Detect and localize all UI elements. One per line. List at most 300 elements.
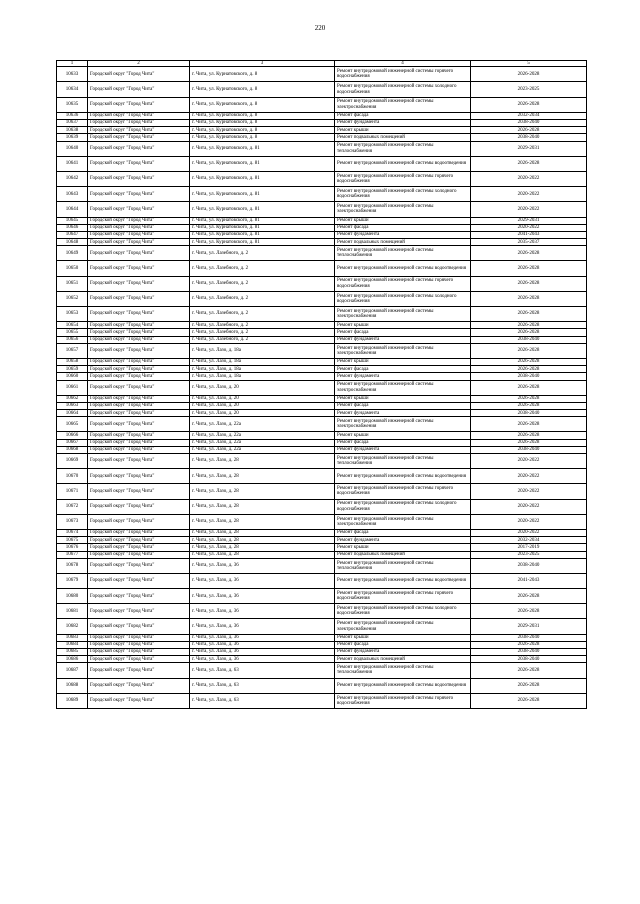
table-row xyxy=(57,439,587,446)
address-cell: г. Чита, ул. Курнатовского, д. 81 xyxy=(190,202,335,217)
work-type-cell: Ремонт внутридомовой инженерной системы теплоснабжения xyxy=(335,141,471,156)
row-number-cell: 10678 xyxy=(57,558,88,573)
table-row xyxy=(57,322,587,329)
table-row xyxy=(57,307,587,322)
work-type-cell: Ремонт внутридомовой инженерной системы холодного водоснабжения xyxy=(335,499,471,514)
work-type-cell: Ремонт крыши xyxy=(335,634,471,641)
row-number-cell: 10655 xyxy=(57,329,88,336)
work-type-cell: Ремонт фасада xyxy=(335,224,471,231)
address-cell: г. Чита, ул. Лазо, д. 28 xyxy=(190,537,335,544)
row-number-cell: 10666 xyxy=(57,432,88,439)
row-number-cell: 10681 xyxy=(57,604,88,619)
row-number-cell: 10682 xyxy=(57,619,88,634)
row-number-cell: 10654 xyxy=(57,322,88,329)
work-type-cell: Ремонт фундамента xyxy=(335,336,471,343)
work-type-cell: Ремонт внутридомовой инженерной системы водоотведения xyxy=(335,573,471,588)
address-cell: г. Чита, ул. Лазебного, д. 2 xyxy=(190,329,335,336)
address-cell: г. Чита, ул. Лазо, д. 28 xyxy=(190,499,335,514)
table-row xyxy=(57,678,587,693)
period-cell: 2026-2028 xyxy=(471,307,587,322)
table-row xyxy=(57,634,587,641)
municipality-cell: Городской округ "Город Чита" xyxy=(88,619,190,634)
work-type-cell: Ремонт подвальных помещений xyxy=(335,656,471,663)
row-number-cell: 10671 xyxy=(57,484,88,499)
municipality-cell: Городской округ "Город Чита" xyxy=(88,156,190,171)
period-cell: 2041-2043 xyxy=(471,231,587,238)
work-type-cell: Ремонт внутридомовой инженерной системы электроснабжения xyxy=(335,417,471,432)
row-number-cell: 10677 xyxy=(57,551,88,558)
work-type-cell: Ремонт внутридомовой инженерной системы электроснабжения xyxy=(335,307,471,322)
table-row xyxy=(57,336,587,343)
period-cell: 2026-2028 xyxy=(471,402,587,409)
work-type-cell: Ремонт крыши xyxy=(335,544,471,551)
municipality-cell: Городской округ "Город Чита" xyxy=(88,231,190,238)
row-number-cell: 10633 xyxy=(57,67,88,82)
table-row xyxy=(57,573,587,588)
address-cell: г. Чита, ул. Лазо, д. 36 xyxy=(190,634,335,641)
address-cell: г. Чита, ул. Лазо, д. 36 xyxy=(190,604,335,619)
work-type-cell: Ремонт внутридомовой инженерной системы электроснабжения xyxy=(335,343,471,358)
row-number-cell: 10648 xyxy=(57,239,88,246)
address-cell: г. Чита, ул. Курнатовского, д. 81 xyxy=(190,141,335,156)
period-cell: 2020-2022 xyxy=(471,499,587,514)
period-cell: 2038-2040 xyxy=(471,649,587,656)
work-type-cell: Ремонт фундамента xyxy=(335,231,471,238)
municipality-cell: Городской округ "Город Чита" xyxy=(88,276,190,291)
work-type-cell: Ремонт внутридомовой инженерной системы холодного водоснабжения xyxy=(335,187,471,202)
work-type-cell: Ремонт внутридомовой инженерной системы теплоснабжения xyxy=(335,558,471,573)
column-header-1: 1 xyxy=(57,61,88,67)
table-row xyxy=(57,558,587,573)
municipality-cell: Городской округ "Город Чита" xyxy=(88,134,190,141)
work-type-cell: Ремонт внутридомовой инженерной системы электроснабжения xyxy=(335,619,471,634)
municipality-cell: Городской округ "Город Чита" xyxy=(88,343,190,358)
municipality-cell: Городской округ "Город Чита" xyxy=(88,656,190,663)
row-number-cell: 10636 xyxy=(57,112,88,119)
municipality-cell: Городской округ "Город Чита" xyxy=(88,663,190,678)
period-cell: 2026-2028 xyxy=(471,417,587,432)
municipality-cell: Городской округ "Город Чита" xyxy=(88,291,190,306)
period-cell: 2038-2040 xyxy=(471,558,587,573)
row-number-cell: 10679 xyxy=(57,573,88,588)
municipality-cell: Городской округ "Город Чита" xyxy=(88,329,190,336)
period-cell: 2038-2040 xyxy=(471,634,587,641)
address-cell: г. Чита, ул. Лазебного, д. 2 xyxy=(190,276,335,291)
row-number-cell: 10669 xyxy=(57,454,88,469)
row-number-cell: 10646 xyxy=(57,224,88,231)
table-row xyxy=(57,127,587,134)
period-cell: 2038-2040 xyxy=(471,446,587,453)
row-number-cell: 10651 xyxy=(57,276,88,291)
period-cell: 2020-2022 xyxy=(471,469,587,484)
table-row xyxy=(57,693,587,708)
municipality-cell: Городской округ "Город Чита" xyxy=(88,187,190,202)
table-row xyxy=(57,291,587,306)
row-number-cell: 10668 xyxy=(57,446,88,453)
row-number-cell: 10660 xyxy=(57,373,88,380)
period-cell: 2023-2025 xyxy=(471,551,587,558)
repair-schedule-table xyxy=(56,60,587,709)
address-cell: г. Чита, ул. Лазо, д. 20 xyxy=(190,402,335,409)
row-number-cell: 10673 xyxy=(57,514,88,529)
address-cell: г. Чита, ул. Лазо, д. 20 xyxy=(190,395,335,402)
row-number-cell: 10637 xyxy=(57,120,88,127)
municipality-cell: Городской округ "Город Чита" xyxy=(88,693,190,708)
address-cell: г. Чита, ул. Курнатовского, д. 81 xyxy=(190,231,335,238)
period-cell: 2038-2040 xyxy=(471,410,587,417)
address-cell: г. Чита, ул. Курнатовского, д. 81 xyxy=(190,217,335,224)
period-cell: 2020-2022 xyxy=(471,484,587,499)
column-header-5: 5 xyxy=(471,61,587,67)
address-cell: г. Чита, ул. Лазо, д. 18а xyxy=(190,373,335,380)
row-number-cell: 10665 xyxy=(57,417,88,432)
address-cell: г. Чита, ул. Лазо, д. 22а xyxy=(190,417,335,432)
municipality-cell: Городской округ "Город Чита" xyxy=(88,239,190,246)
table-body xyxy=(57,67,587,709)
row-number-cell: 10656 xyxy=(57,336,88,343)
address-cell: г. Чита, ул. Лазо, д. 36 xyxy=(190,641,335,648)
address-cell: г. Чита, ул. Лазо, д. 28 xyxy=(190,469,335,484)
address-cell: г. Чита, ул. Лазо, д. 28 xyxy=(190,514,335,529)
table-row xyxy=(57,246,587,261)
address-cell: г. Чита, ул. Курнатовского, д. 8 xyxy=(190,134,335,141)
row-number-cell: 10687 xyxy=(57,663,88,678)
address-cell: г. Чита, ул. Лазо, д. 18а xyxy=(190,358,335,365)
address-cell: г. Чита, ул. Лазо, д. 36 xyxy=(190,558,335,573)
table-row xyxy=(57,224,587,231)
period-cell: 2026-2028 xyxy=(471,291,587,306)
municipality-cell: Городской округ "Город Чита" xyxy=(88,336,190,343)
address-cell: г. Чита, ул. Лазо, д. 63 xyxy=(190,693,335,708)
work-type-cell: Ремонт крыши xyxy=(335,217,471,224)
municipality-cell: Городской округ "Город Чита" xyxy=(88,67,190,82)
row-number-cell: 10642 xyxy=(57,171,88,186)
address-cell: г. Чита, ул. Лазо, д. 36 xyxy=(190,573,335,588)
municipality-cell: Городской округ "Город Чита" xyxy=(88,417,190,432)
row-number-cell: 10638 xyxy=(57,127,88,134)
row-number-cell: 10683 xyxy=(57,634,88,641)
table-row xyxy=(57,82,587,97)
address-cell: г. Чита, ул. Курнатовского, д. 81 xyxy=(190,156,335,171)
work-type-cell: Ремонт внутридомовой инженерной системы холодного водоснабжения xyxy=(335,291,471,306)
period-cell: 2026-2028 xyxy=(471,322,587,329)
table-row xyxy=(57,499,587,514)
period-cell: 2038-2040 xyxy=(471,373,587,380)
period-cell: 2026-2028 xyxy=(471,366,587,373)
address-cell: г. Чита, ул. Лазо, д. 28 xyxy=(190,551,335,558)
period-cell: 2026-2028 xyxy=(471,97,587,112)
row-number-cell: 10684 xyxy=(57,641,88,648)
work-type-cell: Ремонт фасада xyxy=(335,529,471,536)
period-cell: 2026-2028 xyxy=(471,604,587,619)
table-row xyxy=(57,134,587,141)
column-header-2: 2 xyxy=(88,61,190,67)
municipality-cell: Городской округ "Город Чита" xyxy=(88,454,190,469)
address-cell: г. Чита, ул. Курнатовского, д. 8 xyxy=(190,120,335,127)
municipality-cell: Городской округ "Город Чита" xyxy=(88,573,190,588)
table-row xyxy=(57,432,587,439)
row-number-cell: 10672 xyxy=(57,499,88,514)
work-type-cell: Ремонт фасада xyxy=(335,641,471,648)
row-number-cell: 10657 xyxy=(57,343,88,358)
period-cell: 2026-2028 xyxy=(471,395,587,402)
table-row xyxy=(57,343,587,358)
row-number-cell: 10653 xyxy=(57,307,88,322)
table-row xyxy=(57,410,587,417)
table-row xyxy=(57,395,587,402)
row-number-cell: 10670 xyxy=(57,469,88,484)
table-row xyxy=(57,231,587,238)
table-row xyxy=(57,649,587,656)
work-type-cell: Ремонт крыши xyxy=(335,322,471,329)
work-type-cell: Ремонт подвальных помещений xyxy=(335,551,471,558)
municipality-cell: Городской округ "Город Чита" xyxy=(88,141,190,156)
table-row xyxy=(57,402,587,409)
municipality-cell: Городской округ "Город Чита" xyxy=(88,514,190,529)
table-row xyxy=(57,619,587,634)
address-cell: г. Чита, ул. Курнатовского, д. 8 xyxy=(190,67,335,82)
row-number-cell: 10686 xyxy=(57,656,88,663)
table-row xyxy=(57,589,587,604)
period-cell: 2023-2025 xyxy=(471,82,587,97)
address-cell: г. Чита, ул. Лазо, д. 18а xyxy=(190,366,335,373)
address-cell: г. Чита, ул. Лазо, д. 28 xyxy=(190,529,335,536)
municipality-cell: Городской округ "Город Чита" xyxy=(88,395,190,402)
period-cell: 2020-2022 xyxy=(471,187,587,202)
table-row xyxy=(57,67,587,82)
address-cell: г. Чита, ул. Лазебного, д. 2 xyxy=(190,291,335,306)
period-cell: 2035-2037 xyxy=(471,239,587,246)
address-cell: г. Чита, ул. Курнатовского, д. 8 xyxy=(190,82,335,97)
period-cell: 2026-2028 xyxy=(471,246,587,261)
work-type-cell: Ремонт внутридомовой инженерной системы электроснабжения xyxy=(335,202,471,217)
period-cell: 2020-2022 xyxy=(471,224,587,231)
table-row xyxy=(57,641,587,648)
period-cell: 2038-2040 xyxy=(471,336,587,343)
work-type-cell: Ремонт фундамента xyxy=(335,120,471,127)
address-cell: г. Чита, ул. Лазебного, д. 2 xyxy=(190,336,335,343)
municipality-cell: Городской округ "Город Чита" xyxy=(88,589,190,604)
address-cell: г. Чита, ул. Лазо, д. 28 xyxy=(190,454,335,469)
address-cell: г. Чита, ул. Лазо, д. 36 xyxy=(190,656,335,663)
table-row xyxy=(57,656,587,663)
row-number-cell: 10663 xyxy=(57,402,88,409)
work-type-cell: Ремонт внутридомовой инженерной системы горячего водоснабжения xyxy=(335,67,471,82)
row-number-cell: 10661 xyxy=(57,380,88,395)
period-cell: 2029-2031 xyxy=(471,619,587,634)
table-row xyxy=(57,604,587,619)
table-row xyxy=(57,187,587,202)
address-cell: г. Чита, ул. Курнатовского, д. 81 xyxy=(190,224,335,231)
row-number-cell: 10689 xyxy=(57,693,88,708)
period-cell: 2026-2028 xyxy=(471,678,587,693)
period-cell: 2026-2028 xyxy=(471,261,587,276)
period-cell: 2038-2040 xyxy=(471,134,587,141)
row-number-cell: 10641 xyxy=(57,156,88,171)
period-cell: 2026-2028 xyxy=(471,67,587,82)
municipality-cell: Городской округ "Город Чита" xyxy=(88,439,190,446)
work-type-cell: Ремонт внутридомовой инженерной системы горячего водоснабжения xyxy=(335,693,471,708)
address-cell: г. Чита, ул. Лазо, д. 28 xyxy=(190,484,335,499)
table-row xyxy=(57,529,587,536)
address-cell: г. Чита, ул. Лазо, д. 22а xyxy=(190,432,335,439)
municipality-cell: Городской округ "Город Чита" xyxy=(88,380,190,395)
municipality-cell: Городской округ "Город Чита" xyxy=(88,112,190,119)
column-header-4: 4 xyxy=(335,61,471,67)
period-cell: 2041-2043 xyxy=(471,573,587,588)
address-cell: г. Чита, ул. Лазо, д. 36 xyxy=(190,589,335,604)
municipality-cell: Городской округ "Город Чита" xyxy=(88,202,190,217)
municipality-cell: Городской округ "Город Чита" xyxy=(88,366,190,373)
period-cell: 2026-2028 xyxy=(471,127,587,134)
address-cell: г. Чита, ул. Курнатовского, д. 8 xyxy=(190,127,335,134)
municipality-cell: Городской округ "Город Чита" xyxy=(88,217,190,224)
address-cell: г. Чита, ул. Курнатовского, д. 81 xyxy=(190,239,335,246)
work-type-cell: Ремонт крыши xyxy=(335,358,471,365)
work-type-cell: Ремонт крыши xyxy=(335,127,471,134)
table-row xyxy=(57,239,587,246)
period-cell: 2029-2031 xyxy=(471,217,587,224)
table-row xyxy=(57,329,587,336)
table-row xyxy=(57,380,587,395)
row-number-cell: 10658 xyxy=(57,358,88,365)
row-number-cell: 10644 xyxy=(57,202,88,217)
column-header-3: 3 xyxy=(190,61,335,67)
table-row xyxy=(57,276,587,291)
row-number-cell: 10652 xyxy=(57,291,88,306)
period-cell: 2032-2034 xyxy=(471,537,587,544)
address-cell: г. Чита, ул. Курнатовского, д. 81 xyxy=(190,187,335,202)
table-row xyxy=(57,261,587,276)
address-cell: г. Чита, ул. Лазебного, д. 2 xyxy=(190,261,335,276)
work-type-cell: Ремонт внутридомовой инженерной системы горячего водоснабжения xyxy=(335,484,471,499)
row-number-cell: 10650 xyxy=(57,261,88,276)
work-type-cell: Ремонт подвальных помещений xyxy=(335,134,471,141)
period-cell: 2026-2028 xyxy=(471,156,587,171)
address-cell: г. Чита, ул. Лазо, д. 22а xyxy=(190,439,335,446)
row-number-cell: 10640 xyxy=(57,141,88,156)
address-cell: г. Чита, ул. Курнатовского, д. 8 xyxy=(190,97,335,112)
table-row xyxy=(57,454,587,469)
period-cell: 2026-2028 xyxy=(471,343,587,358)
row-number-cell: 10688 xyxy=(57,678,88,693)
municipality-cell: Городской округ "Город Чита" xyxy=(88,484,190,499)
row-number-cell: 10685 xyxy=(57,649,88,656)
period-cell: 2026-2028 xyxy=(471,329,587,336)
work-type-cell: Ремонт фундамента xyxy=(335,537,471,544)
municipality-cell: Городской округ "Город Чита" xyxy=(88,446,190,453)
period-cell: 2026-2028 xyxy=(471,380,587,395)
period-cell: 2020-2022 xyxy=(471,514,587,529)
table-row xyxy=(57,514,587,529)
table-row xyxy=(57,112,587,119)
work-type-cell: Ремонт фундамента xyxy=(335,446,471,453)
row-number-cell: 10639 xyxy=(57,134,88,141)
work-type-cell: Ремонт фундамента xyxy=(335,649,471,656)
row-number-cell: 10675 xyxy=(57,537,88,544)
row-number-cell: 10680 xyxy=(57,589,88,604)
municipality-cell: Городской округ "Город Чита" xyxy=(88,529,190,536)
period-cell: 2026-2028 xyxy=(471,358,587,365)
address-cell: г. Чита, ул. Лазо, д. 63 xyxy=(190,678,335,693)
table-row xyxy=(57,141,587,156)
page-number: 220 xyxy=(314,24,326,32)
table-row xyxy=(57,202,587,217)
address-cell: г. Чита, ул. Лазо, д. 18а xyxy=(190,343,335,358)
municipality-cell: Городской округ "Город Чита" xyxy=(88,261,190,276)
row-number-cell: 10676 xyxy=(57,544,88,551)
period-cell: 2026-2028 xyxy=(471,693,587,708)
row-number-cell: 10634 xyxy=(57,82,88,97)
work-type-cell: Ремонт внутридомовой инженерной системы холодного водоснабжения xyxy=(335,604,471,619)
table-row xyxy=(57,544,587,551)
work-type-cell: Ремонт фундамента xyxy=(335,410,471,417)
period-cell: 2020-2022 xyxy=(471,171,587,186)
table-row xyxy=(57,120,587,127)
period-cell: 2026-2028 xyxy=(471,589,587,604)
address-cell: г. Чита, ул. Лазо, д. 28 xyxy=(190,544,335,551)
municipality-cell: Городской округ "Город Чита" xyxy=(88,604,190,619)
work-type-cell: Ремонт внутридомовой инженерной системы теплоснабжения xyxy=(335,246,471,261)
work-type-cell: Ремонт крыши xyxy=(335,432,471,439)
period-cell: 2020-2022 xyxy=(471,529,587,536)
municipality-cell: Городской округ "Город Чита" xyxy=(88,432,190,439)
table-row xyxy=(57,373,587,380)
municipality-cell: Городской округ "Город Чита" xyxy=(88,127,190,134)
address-cell: г. Чита, ул. Лазо, д. 20 xyxy=(190,380,335,395)
municipality-cell: Городской округ "Город Чита" xyxy=(88,171,190,186)
municipality-cell: Городской округ "Город Чита" xyxy=(88,678,190,693)
table-row xyxy=(57,484,587,499)
address-cell: г. Чита, ул. Лазо, д. 22а xyxy=(190,446,335,453)
row-number-cell: 10664 xyxy=(57,410,88,417)
period-cell: 2038-2040 xyxy=(471,656,587,663)
municipality-cell: Городской округ "Город Чита" xyxy=(88,410,190,417)
period-cell: 2020-2022 xyxy=(471,454,587,469)
table-row xyxy=(57,171,587,186)
row-number-cell: 10635 xyxy=(57,97,88,112)
table-row xyxy=(57,358,587,365)
address-cell: г. Чита, ул. Лазо, д. 36 xyxy=(190,619,335,634)
period-cell: 2038-2040 xyxy=(471,120,587,127)
work-type-cell: Ремонт фасада xyxy=(335,366,471,373)
work-type-cell: Ремонт внутридомовой инженерной системы горячего водоснабжения xyxy=(335,171,471,186)
address-cell: г. Чита, ул. Лазебного, д. 2 xyxy=(190,307,335,322)
table-row xyxy=(57,446,587,453)
municipality-cell: Городской округ "Город Чита" xyxy=(88,322,190,329)
municipality-cell: Городской округ "Город Чита" xyxy=(88,307,190,322)
table-row xyxy=(57,97,587,112)
address-cell: г. Чита, ул. Лазебного, д. 2 xyxy=(190,322,335,329)
work-type-cell: Ремонт внутридомовой инженерной системы электроснабжения xyxy=(335,97,471,112)
period-cell: 2026-2028 xyxy=(471,439,587,446)
work-type-cell: Ремонт фасада xyxy=(335,329,471,336)
work-type-cell: Ремонт внутридомовой инженерной системы холодного водоснабжения xyxy=(335,82,471,97)
period-cell: 2017-2019 xyxy=(471,544,587,551)
work-type-cell: Ремонт фасада xyxy=(335,112,471,119)
table-row xyxy=(57,417,587,432)
period-cell: 2026-2028 xyxy=(471,432,587,439)
work-type-cell: Ремонт внутридомовой инженерной системы водоотведения xyxy=(335,678,471,693)
municipality-cell: Городской округ "Город Чита" xyxy=(88,499,190,514)
municipality-cell: Городской округ "Город Чита" xyxy=(88,246,190,261)
table-row xyxy=(57,537,587,544)
work-type-cell: Ремонт фасада xyxy=(335,439,471,446)
row-number-cell: 10643 xyxy=(57,187,88,202)
municipality-cell: Городской округ "Город Чита" xyxy=(88,82,190,97)
table-row xyxy=(57,551,587,558)
work-type-cell: Ремонт внутридомовой инженерной системы водоотведения xyxy=(335,261,471,276)
